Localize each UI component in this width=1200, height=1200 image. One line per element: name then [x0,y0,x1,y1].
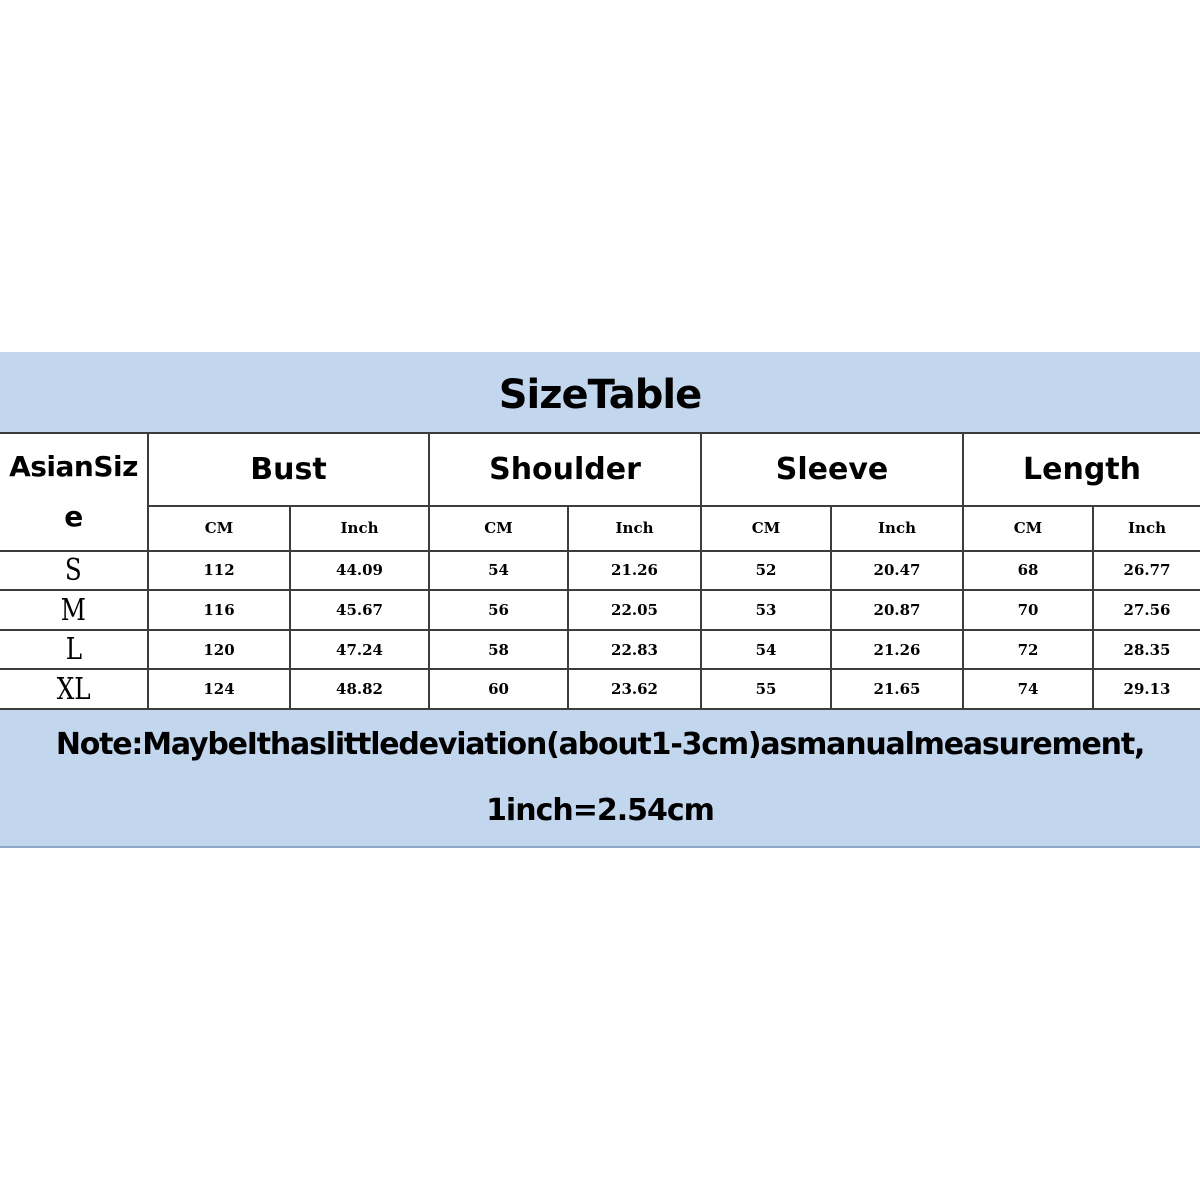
value-cell: 47.24 [290,630,429,670]
value-cell: 22.05 [568,590,701,630]
unit-header: CM [963,506,1093,551]
table-row [0,669,1200,709]
value-cell: 23.62 [568,669,701,709]
note-band [0,710,1200,848]
value-cell: 27.56 [1093,590,1200,630]
value-cell: 45.67 [290,590,429,630]
value-cell: 74 [963,669,1093,709]
value-cell: 48.82 [290,669,429,709]
shoulder-header: Shoulder [429,433,701,506]
value-cell: 22.83 [568,630,701,670]
table-row [0,551,1200,591]
size-label: S [65,552,82,588]
value-cell: 70 [963,590,1093,630]
unit-header: CM [429,506,568,551]
table-row [0,590,1200,630]
size-label: L [65,632,82,668]
size-table [0,432,1200,710]
value-cell: 21.26 [568,551,701,591]
note-text: Note:MaybeIthaslittledeviation(about1-3cm)asmanualmeasurement, [55,727,1145,762]
value-cell: 26.77 [1093,551,1200,591]
value-cell: 112 [148,551,290,591]
page-title: SizeTable [498,372,702,418]
unit-header: Inch [1093,506,1200,551]
value-cell: 54 [701,630,831,670]
value-cell: 72 [963,630,1093,670]
unit-header: Inch [290,506,429,551]
unit-header: Inch [831,506,963,551]
size-cell [0,669,148,709]
value-cell: 20.47 [831,551,963,591]
value-cell: 53 [701,590,831,630]
size-column-header: AsianSize [0,433,148,551]
conversion-note: 1inch=2.54cm [486,793,714,828]
value-cell: 28.35 [1093,630,1200,670]
unit-header: CM [701,506,831,551]
value-cell: 56 [429,590,568,630]
value-cell: 120 [148,630,290,670]
value-cell: 54 [429,551,568,591]
value-cell: 55 [701,669,831,709]
value-cell: 21.65 [831,669,963,709]
title-band [0,352,1200,432]
value-cell: 52 [701,551,831,591]
length-header: Length [963,433,1200,506]
value-cell: 20.87 [831,590,963,630]
size-cell [0,630,148,670]
unit-header: CM [148,506,290,551]
sleeve-header: Sleeve [701,433,963,506]
size-label: XL [56,671,91,707]
bust-header: Bust [148,433,429,506]
size-cell [0,590,148,630]
size-label: M [60,592,87,628]
unit-header: Inch [568,506,701,551]
value-cell: 58 [429,630,568,670]
value-cell: 116 [148,590,290,630]
value-cell: 124 [148,669,290,709]
size-cell [0,551,148,591]
value-cell: 60 [429,669,568,709]
table-row [0,630,1200,670]
value-cell: 44.09 [290,551,429,591]
value-cell: 29.13 [1093,669,1200,709]
value-cell: 68 [963,551,1093,591]
value-cell: 21.26 [831,630,963,670]
